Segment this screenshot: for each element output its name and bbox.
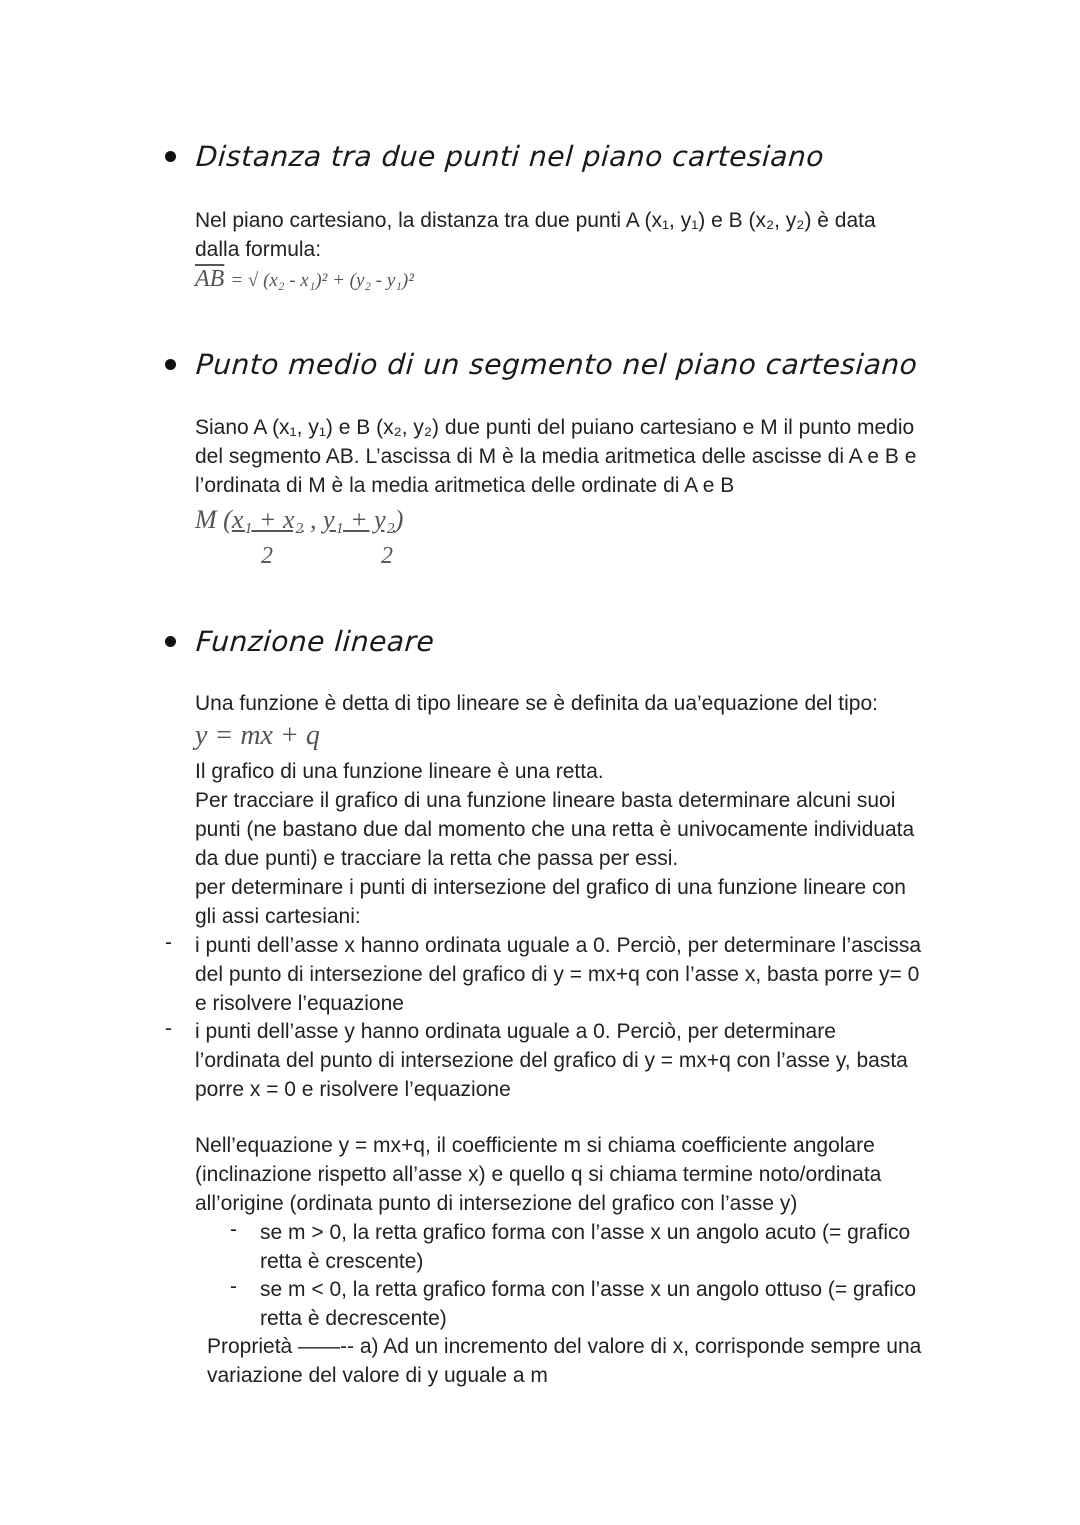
text-line: Nel piano cartesiano, la distanza tra due punti A (x₁, y₁) e B (x₂, y₂) è data (195, 209, 876, 232)
text-line: dalla formula: (195, 238, 322, 261)
distance-formula (195, 266, 414, 293)
formula-num-x: x₁ + x₂ (231, 505, 304, 534)
text-line: Siano A (x₁, y₁) e B (x₂, y₂) due punti del puiano cartesiano e M il punto medio (195, 416, 915, 439)
formula-ab: $\overline{AB}$ (195, 266, 225, 292)
text-line: punti (ne bastano due dal momento che una retta è univocamente individuata (195, 818, 915, 841)
text-line: Per tracciare il grafico di una funzione lineare basta determinare alcuni suoi (195, 789, 896, 812)
text-line: Il grafico di una funzione lineare è una retta. (195, 760, 604, 783)
list-item-line: e risolvere l’equazione (195, 992, 404, 1015)
heading-funzione-lineare-text: Funzione lineare (194, 625, 436, 658)
sub-item-line: retta è decrescente) (260, 1307, 447, 1330)
formula-den-y: 2 (381, 543, 393, 569)
text-line: per determinare i punti di intersezione del grafico di una funzione lineare con (195, 876, 906, 899)
bullet-icon (165, 359, 176, 370)
dash-bullet: - (165, 1017, 172, 1040)
heading-funzione-lineare (165, 625, 434, 658)
text-line: l’ordinata di M è la media aritmetica delle ordinate di A e B (195, 474, 735, 497)
heading-distanza-text: Distanza tra due punti nel piano cartesiano (194, 140, 826, 173)
list-item-line: l’ordinata del punto di intersezione del grafico di y = mx+q con l’asse y, basta (195, 1049, 908, 1072)
text-line: gli assi cartesiani: (195, 905, 361, 928)
formula-comma: , (303, 505, 324, 534)
dash-bullet: - (165, 931, 172, 954)
heading-distanza (165, 140, 824, 173)
formula-distance-rhs: = √ (x₂ - x₁)² + (y₂ - y₁)² (230, 270, 414, 291)
formula-num-y: y₁ + y₂ (323, 505, 395, 534)
property-line: variazione del valore di y uguale a m (207, 1364, 548, 1387)
text-line: all’origine (ordinata punto di intersezione del grafico con l’asse y) (195, 1192, 798, 1215)
text-line: da due punti) e tracciare la retta che passa per essi. (195, 847, 679, 870)
text-line: del segmento AB. L’ascissa di M è la media aritmetica delle ascisse di A e B e (195, 445, 917, 468)
dash-bullet: - (230, 1218, 237, 1241)
linear-formula: y = mx + q (195, 720, 320, 751)
heading-punto-medio (165, 348, 917, 381)
formula-close: ) (394, 505, 404, 534)
list-item-line: i punti dell’asse y hanno ordinata uguale a 0. Perciò, per determinare (195, 1020, 836, 1043)
text-line: (inclinazione rispetto all’asse x) e quello q si chiama termine noto/ordinata (195, 1163, 882, 1186)
formula-m: M ( (195, 505, 232, 534)
heading-punto-medio-text: Punto medio di un segmento nel piano cartesiano (194, 348, 919, 381)
dash-bullet: - (230, 1275, 237, 1298)
sub-item-line: se m < 0, la retta grafico forma con l’asse x un angolo ottuso (= grafico (260, 1278, 917, 1301)
list-item-line: i punti dell’asse x hanno ordinata uguale a 0. Perciò, per determinare l’ascissa (195, 934, 922, 957)
formula-den-x: 2 (261, 543, 273, 569)
midpoint-formula (195, 505, 403, 535)
list-item-line: del punto di intersezione del grafico di y = mx+q con l’asse x, basta porre y= 0 (195, 963, 920, 986)
bullet-icon (165, 636, 176, 647)
bullet-icon (165, 151, 176, 162)
list-item-line: porre x = 0 e risolvere l’equazione (195, 1078, 511, 1101)
sub-item-line: se m > 0, la retta grafico forma con l’asse x un angolo acuto (= grafico (260, 1221, 911, 1244)
text-line: Nell’equazione y = mx+q, il coefficiente m si chiama coefficiente angolare (195, 1134, 875, 1157)
text-line: Una funzione è detta di tipo lineare se è definita da ua’equazione del tipo: (195, 692, 878, 715)
property-line: Proprietà ——-- a) Ad un incremento del valore di x, corrisponde sempre una (207, 1335, 922, 1358)
sub-item-line: retta è crescente) (260, 1250, 424, 1273)
